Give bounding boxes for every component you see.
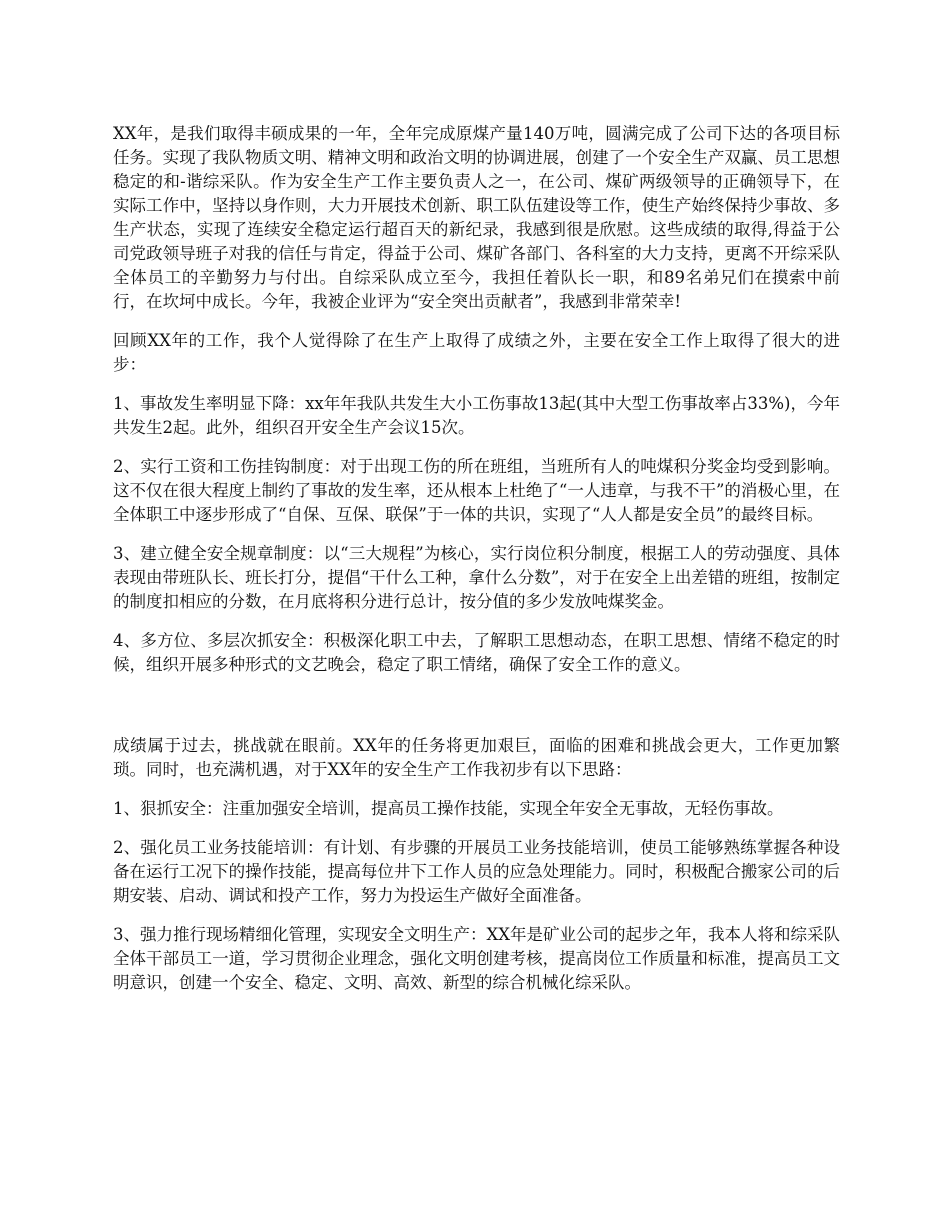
paragraph-achievement-2: 2、实行工资和工伤挂钩制度：对于出现工伤的所在班组，当班所有人的吨煤积分奖金均受到影响。这不仅在很大程度上制约了事故的发生率，还从根本上杜绝了“一人违章，与我不干”的消极心里，在全体职工中逐步形成了“自保、互保、联保”于一体的共识，实现了“人人都是安全员”的最终目标。 <box>113 457 840 524</box>
paragraph-achievement-1: 1、事故发生率明显下降：xx年年我队共发生大小工伤事故13起(其中大型工伤事故率占33%)，今年共发生2起。此外，组织召开安全生产会议15次。 <box>113 394 840 437</box>
paragraph-plan-1: 1、狠抓安全：注重加强安全培训，提高员工操作技能，实现全年安全无事故，无轻伤事故。 <box>113 799 784 818</box>
paragraph-plan-2: 2、强化员工业务技能培训：有计划、有步骤的开展员工业务技能培训，使员工能够熟练掌握各种设备在运行工况下的操作技能，提高每位井下工作人员的应急处理能力。同时，积极配合搬家公司的后期安装、启动、调试和投产工作，努力为投运生产做好全面准备。 <box>113 838 840 905</box>
paragraph-plan-3: 3、强力推行现场精细化管理，实现安全文明生产：XX年是矿业公司的起步之年，我本人将和综采队全体干部员工一道，学习贯彻企业理念，强化文明创建考核，提高岗位工作质量和标准，提高员工文明意识，创建一个安全、稳定、文明、高效、新型的综合机械化综采队。 <box>113 925 840 992</box>
document-body <box>113 122 840 1010</box>
paragraph-achievement-4: 4、多方位、多层次抓安全：积极深化职工中去，了解职工思想动态，在职工思想、情绪不稳定的时候，组织开展多种形式的文艺晚会，稳定了职工情绪，确保了安全工作的意义。 <box>113 631 840 674</box>
paragraph-review-intro: 回顾XX年的工作，我个人觉得除了在生产上取得了成绩之外，主要在安全工作上取得了很大的进步： <box>113 331 840 374</box>
paragraph-achievement-3: 3、建立健全安全规章制度：以“三大规程”为核心，实行岗位积分制度，根据工人的劳动强度、具体表现由带班队长、班长打分，提倡“干什么工种，拿什么分数”，对于在安全上出差错的班组，按制定的制度扣相应的分数，在月底将积分进行总计，按分值的多少发放吨煤奖金。 <box>113 544 840 611</box>
section-spacer <box>113 692 840 734</box>
paragraph-summary: XX年，是我们取得丰硕成果的一年，全年完成原煤产量140万吨，圆满完成了公司下达的各项目标任务。实现了我队物质文明、精神文明和政治文明的协调进展，创建了一个安全生产双赢、员工思想稳定的和-谐综采队。作为安全生产工作主要负责人之一，在公司、煤矿两级领导的正确领导下，在实际工作中，坚持以身作则，大力开展技术创新、职工队伍建设等工作，使生产始终保持少事故、多生产状态，实现了连续安全稳定运行超百天的新纪录，我感到很是欣慰。这些成绩的取得,得益于公司党政领导班子对我的信任与肯定，得益于公司、煤矿各部门、各科室的大力支持，更离不开综采队全体员工的辛勤努力与付出。自综采队成立至今，我担任着队长一职，和89名弟兄们在摸索中前行，在坎坷中成长。今年，我被企业评为“安全突出贡献者”，我感到非常荣幸! <box>113 124 840 311</box>
paragraph-outlook-intro: 成绩属于过去，挑战就在眼前。XX年的任务将更加艰巨，面临的困难和挑战会更大，工作更加繁琐。同时，也充满机遇，对于XX年的安全生产工作我初步有以下思路： <box>113 736 840 779</box>
